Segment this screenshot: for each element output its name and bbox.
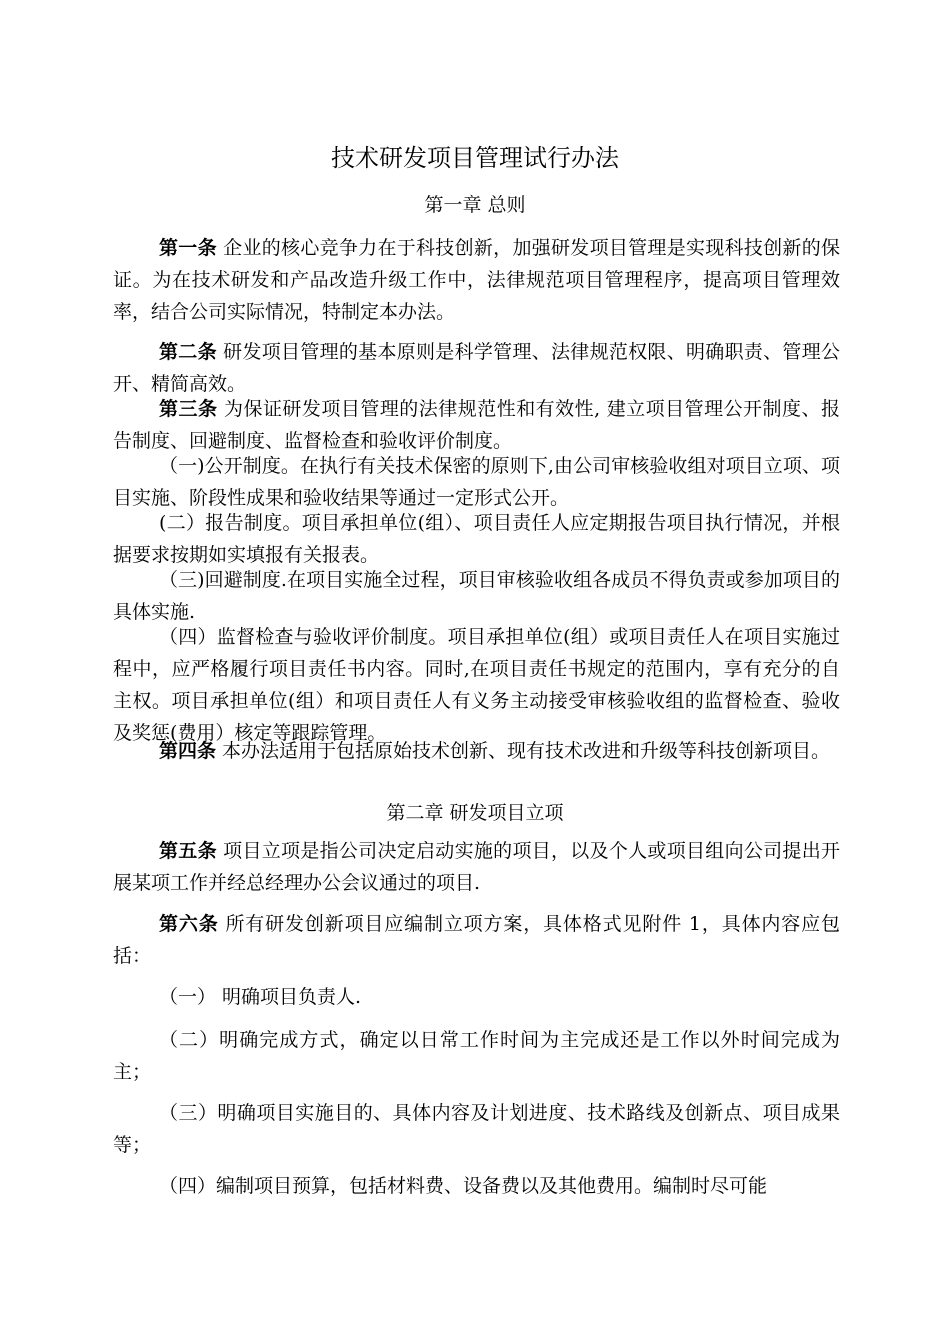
document-title: 技术研发项目管理试行办法 [331,144,619,172]
article-6-item-1: （一） 明确项目负责人. [159,986,362,1008]
article-6-item-4: （四）编制项目预算，包括材料费、设备费以及其他费用。编制时尽可能 [159,1175,768,1197]
article-3-text: 为保证研发项目管理的法律规范性和有效性, 建立项目管理公开制度、报告制度、回避制度、监督检查和验收评价制度。 [113,398,840,452]
article-1-text: 企业的核心竞争力在于科技创新，加强研发项目管理是实现科技创新的保证。为在技术研发和产品改造升级工作中，法律规范项目管理程序，提高项目管理效率，结合公司实际情况，特制定本办法。 [113,237,840,323]
article-6-item-2: （二）明确完成方式，确定以日常工作时间为主完成还是工作以外时间完成为主； [113,1029,840,1083]
article-6-item-3: （三）明确项目实施目的、具体内容及计划进度、技术路线及创新点、项目成果等； [113,1102,840,1156]
article-5-label: 第五条 [159,840,217,862]
article-3-item-1: （一)公开制度。在执行有关技术保密的原则下,由公司审核验收组对项目立项、项目实施、阶段性成果和验收结果等通过一定形式公开。 [113,455,840,509]
article-3-item-2: (二）报告制度。项目承担单位(组）、项目责任人应定期报告项目执行情况，并根据要求按期如实填报有关报表。 [113,512,840,566]
article-4 [113,735,840,767]
article-3-item-3: （三)回避制度.在项目实施全过程，项目审核验收组各成员不得负责或参加项目的具体实施. [113,569,840,623]
article-6 [113,908,840,972]
chapter-2-heading: 第二章 研发项目立项 [386,802,564,824]
article-1-label: 第一条 [159,237,217,259]
article-3-label: 第三条 [159,398,218,420]
article-2 [113,336,840,400]
article-3 [113,393,840,457]
chapter-1-heading: 第一章 总则 [424,194,526,216]
article-3-item-4: （四）监督检查与验收评价制度。项目承担单位(组）或项目责任人在项目实施过程中，应严格履行项目责任书内容。同时,在项目责任书规定的范围内，享有充分的自主权。项目承担单位(组）和项目责任人有义务主动接受审核验收组的监督检查、验收及奖惩(费用）核定等跟踪管理。 [113,626,840,744]
article-2-label: 第二条 [159,341,217,363]
article-4-label: 第四条 [159,740,217,762]
article-5-text: 项目立项是指公司决定启动实施的项目，以及个人或项目组向公司提出开展某项工作并经总经理办公会议通过的项目. [113,840,840,894]
article-4-text: 本办法适用于包括原始技术创新、现有技术改进和升级等科技创新项目。 [216,740,831,762]
article-2-text: 研发项目管理的基本原则是科学管理、法律规范权限、明确职责、管理公开、精简高效。 [113,341,840,395]
article-6-text: 所有研发创新项目应编制立项方案，具体格式见附件 1，具体内容应包括： [113,913,840,967]
article-5 [113,835,840,899]
article-6-label: 第六条 [159,913,219,935]
article-1 [113,232,840,328]
